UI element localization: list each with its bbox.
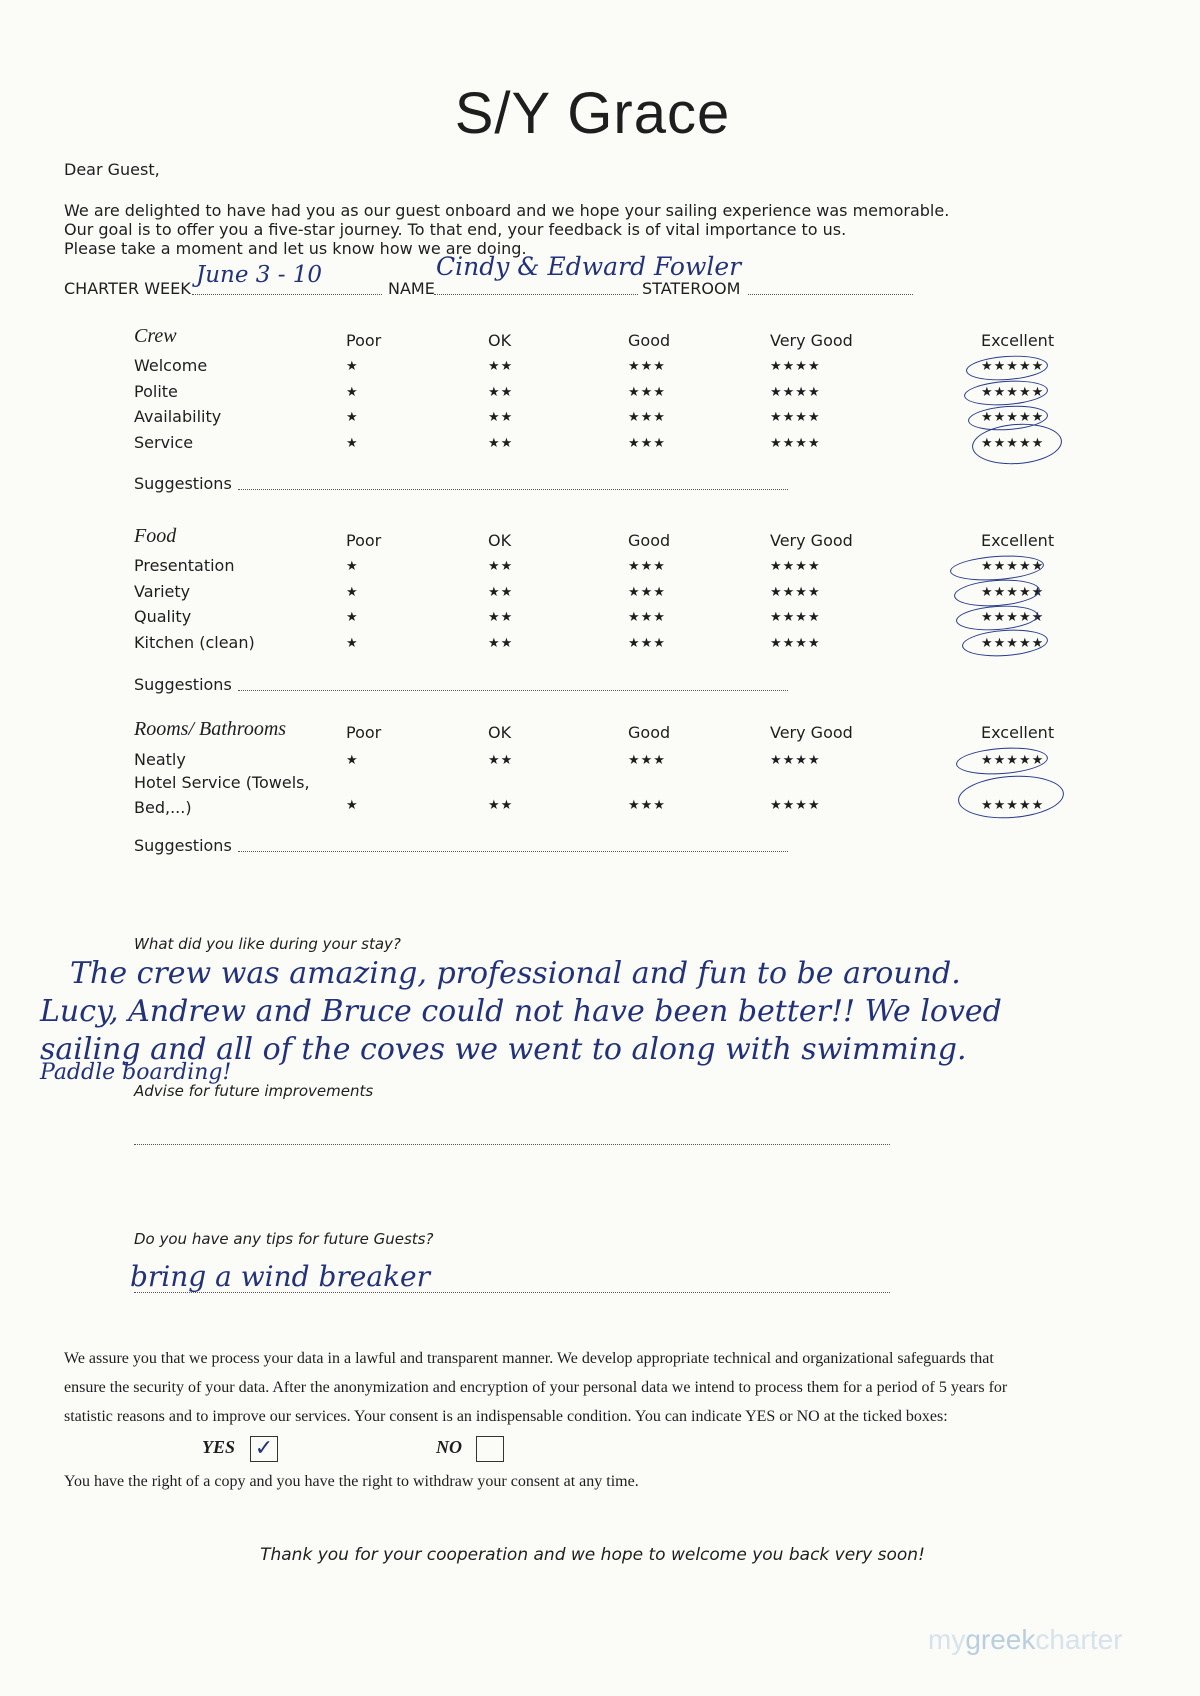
watermark-part: greek xyxy=(965,1624,1036,1655)
selected-rating-mark xyxy=(961,627,1049,659)
consent-line: ensure the security of your data. After the anonymization and encryption of your personal data we intend to process them for a period of 5 years for xyxy=(64,1379,1008,1396)
rating-option-very-good[interactable]: ★★★★ xyxy=(770,636,821,651)
intro-line: Please take a moment and let us know how we are doing. xyxy=(64,239,527,258)
charter-week-label: CHARTER WEEK xyxy=(64,279,191,298)
consent-text xyxy=(64,1344,1007,1431)
rating-option-ok[interactable]: ★★ xyxy=(488,385,514,400)
liked-answer[interactable] xyxy=(40,955,1002,1083)
rating-option-excellent[interactable]: ★★★★★ xyxy=(981,636,1045,651)
rating-option-good[interactable]: ★★★ xyxy=(628,559,666,574)
column-excellent: Excellent xyxy=(981,331,1055,350)
column-ok: OK xyxy=(488,331,512,350)
consent-line: statistic reasons and to improve our services. Your consent is an indispensable condition. You can indicate YES or NO at the ticked boxes: xyxy=(64,1408,948,1425)
rating-option-excellent[interactable]: ★★★★★ xyxy=(981,385,1045,400)
intro-paragraph xyxy=(64,201,949,258)
rating-row-label: Presentation xyxy=(134,556,235,575)
suggestions-line[interactable] xyxy=(238,690,788,691)
rating-option-poor[interactable]: ★ xyxy=(346,385,359,400)
rating-option-excellent[interactable]: ★★★★★ xyxy=(981,359,1045,374)
rating-option-very-good[interactable]: ★★★★ xyxy=(770,559,821,574)
selected-rating-mark xyxy=(965,353,1048,383)
rating-option-poor[interactable]: ★ xyxy=(346,753,359,768)
rating-option-good[interactable]: ★★★ xyxy=(628,610,666,625)
stateroom-label: STATEROOM xyxy=(642,279,741,298)
rating-option-poor[interactable]: ★ xyxy=(346,359,359,374)
tips-question: Do you have any tips for future Guests? xyxy=(134,1230,434,1248)
column-good: Good xyxy=(628,331,671,350)
section-title: Crew xyxy=(134,325,177,347)
advise-question: Advise for future improvements xyxy=(134,1082,374,1100)
rating-option-ok[interactable]: ★★ xyxy=(488,585,514,600)
yes-checkbox[interactable] xyxy=(250,1436,278,1462)
column-very-good: Very Good xyxy=(770,531,853,550)
column-ok: OK xyxy=(488,723,512,742)
rating-option-ok[interactable]: ★★ xyxy=(488,436,514,451)
rights-text: You have the right of a copy and you have the right to withdraw your consent at any time. xyxy=(64,1473,639,1490)
answer-line: The crew was amazing, professional and fun to be around. xyxy=(70,956,961,991)
rating-option-poor[interactable]: ★ xyxy=(346,636,359,651)
suggestions-label: Suggestions xyxy=(134,474,232,493)
answer-line: Lucy, Andrew and Bruce could not have been better!! We loved xyxy=(40,994,1002,1029)
name-value[interactable]: Cindy & Edward Fowler xyxy=(436,252,742,281)
page-title: S/Y Grace xyxy=(454,81,731,146)
rating-option-very-good[interactable]: ★★★★ xyxy=(770,436,821,451)
rating-option-poor[interactable]: ★ xyxy=(346,436,359,451)
rating-option-poor[interactable]: ★ xyxy=(346,610,359,625)
rating-option-ok[interactable]: ★★ xyxy=(488,359,514,374)
rating-option-excellent[interactable]: ★★★★★ xyxy=(981,610,1045,625)
rating-option-poor[interactable]: ★ xyxy=(346,798,359,813)
column-very-good: Very Good xyxy=(770,331,853,350)
suggestions-line[interactable] xyxy=(238,489,788,490)
rating-option-excellent[interactable]: ★★★★★ xyxy=(981,798,1045,813)
rating-row-label: Kitchen (clean) xyxy=(134,633,255,652)
charter-week-value[interactable]: June 3 - 10 xyxy=(196,262,323,288)
stateroom-line[interactable] xyxy=(748,294,913,295)
watermark-part: charter xyxy=(1035,1624,1123,1655)
rating-row-label: Hotel Service (Towels, Bed,...) xyxy=(134,773,310,817)
section-title: Rooms/ Bathrooms xyxy=(134,718,287,740)
check-icon: ✓ xyxy=(254,1436,274,1461)
rating-option-ok[interactable]: ★★ xyxy=(488,636,514,651)
rating-row-label: Variety xyxy=(134,582,191,601)
watermark-part: my xyxy=(928,1624,966,1655)
column-very-good: Very Good xyxy=(770,723,853,742)
section-title: Food xyxy=(134,525,177,547)
charter-week-line xyxy=(192,294,382,295)
rating-option-excellent[interactable]: ★★★★★ xyxy=(981,753,1045,768)
suggestions-line[interactable] xyxy=(238,851,788,852)
rating-option-very-good[interactable]: ★★★★ xyxy=(770,410,821,425)
rating-option-very-good[interactable]: ★★★★ xyxy=(770,753,821,768)
rating-option-ok[interactable]: ★★ xyxy=(488,798,514,813)
rating-row-label: Polite xyxy=(134,382,178,401)
rating-option-excellent[interactable]: ★★★★★ xyxy=(981,585,1045,600)
intro-line: Our goal is to offer you a five-star journey. To that end, your feedback is of vital importance to us. xyxy=(64,220,847,239)
selected-rating-mark xyxy=(953,577,1041,609)
rating-option-good[interactable]: ★★★ xyxy=(628,385,666,400)
rating-row-label: Service xyxy=(134,433,194,452)
rating-row-label: Neatly xyxy=(134,750,186,769)
rating-option-ok[interactable]: ★★ xyxy=(488,610,514,625)
suggestions-label: Suggestions xyxy=(134,675,232,694)
rating-option-excellent[interactable]: ★★★★★ xyxy=(981,436,1045,451)
rating-option-ok[interactable]: ★★ xyxy=(488,753,514,768)
rating-option-very-good[interactable]: ★★★★ xyxy=(770,385,821,400)
selected-rating-mark xyxy=(955,745,1049,777)
rating-option-good[interactable]: ★★★ xyxy=(628,753,666,768)
rating-option-poor[interactable]: ★ xyxy=(346,559,359,574)
selected-rating-mark xyxy=(963,378,1048,408)
rating-row-label: Welcome xyxy=(134,356,208,375)
no-label: NO xyxy=(436,1437,462,1457)
name-line xyxy=(434,294,638,295)
rating-option-poor[interactable]: ★ xyxy=(346,585,359,600)
liked-question: What did you like during your stay? xyxy=(134,935,401,953)
column-good: Good xyxy=(628,723,671,742)
rating-option-excellent[interactable]: ★★★★★ xyxy=(981,410,1045,425)
closing-message: Thank you for your cooperation and we hope to welcome you back very soon! xyxy=(260,1545,925,1565)
rating-option-very-good[interactable]: ★★★★ xyxy=(770,359,821,374)
rating-option-ok[interactable]: ★★ xyxy=(488,410,514,425)
intro-line: We are delighted to have had you as our guest onboard and we hope your sailing experience was memorable. xyxy=(64,201,950,220)
column-excellent: Excellent xyxy=(981,531,1055,550)
column-excellent: Excellent xyxy=(981,723,1055,742)
rating-option-ok[interactable]: ★★ xyxy=(488,559,514,574)
rating-option-very-good[interactable]: ★★★★ xyxy=(770,610,821,625)
no-checkbox[interactable] xyxy=(476,1436,504,1462)
rating-option-excellent[interactable]: ★★★★★ xyxy=(981,559,1045,574)
rating-option-poor[interactable]: ★ xyxy=(346,410,359,425)
watermark-logo xyxy=(928,1624,1123,1656)
rating-option-very-good[interactable]: ★★★★ xyxy=(770,585,821,600)
column-good: Good xyxy=(628,531,671,550)
selected-rating-mark xyxy=(955,603,1038,633)
name-label: NAME xyxy=(388,279,435,298)
selected-rating-mark xyxy=(949,553,1044,583)
selected-rating-mark xyxy=(957,772,1066,821)
rating-option-good[interactable]: ★★★ xyxy=(628,410,666,425)
rating-option-good[interactable]: ★★★ xyxy=(628,798,666,813)
rating-option-good[interactable]: ★★★ xyxy=(628,359,666,374)
tips-answer[interactable]: bring a wind breaker xyxy=(130,1260,430,1293)
rating-row-label: Quality xyxy=(134,607,192,626)
consent-line: We assure you that we process your data in a lawful and transparent manner. We develop appropriate technical and organizational safeguards that xyxy=(64,1350,994,1367)
advise-line[interactable] xyxy=(134,1144,890,1145)
answer-line: sailing and all of the coves we went to along with swimming. xyxy=(40,1032,967,1067)
greeting: Dear Guest, xyxy=(64,160,160,179)
rating-option-good[interactable]: ★★★ xyxy=(628,636,666,651)
rating-option-very-good[interactable]: ★★★★ xyxy=(770,798,821,813)
rating-option-good[interactable]: ★★★ xyxy=(628,436,666,451)
rating-option-good[interactable]: ★★★ xyxy=(628,585,666,600)
yes-label: YES xyxy=(202,1437,236,1457)
column-poor: Poor xyxy=(346,331,382,350)
rating-row-label: Availability xyxy=(134,407,222,426)
column-poor: Poor xyxy=(346,723,382,742)
answer-line: Paddle boarding! xyxy=(40,1060,232,1085)
suggestions-label: Suggestions xyxy=(134,836,232,855)
column-ok: OK xyxy=(488,531,512,550)
column-poor: Poor xyxy=(346,531,382,550)
